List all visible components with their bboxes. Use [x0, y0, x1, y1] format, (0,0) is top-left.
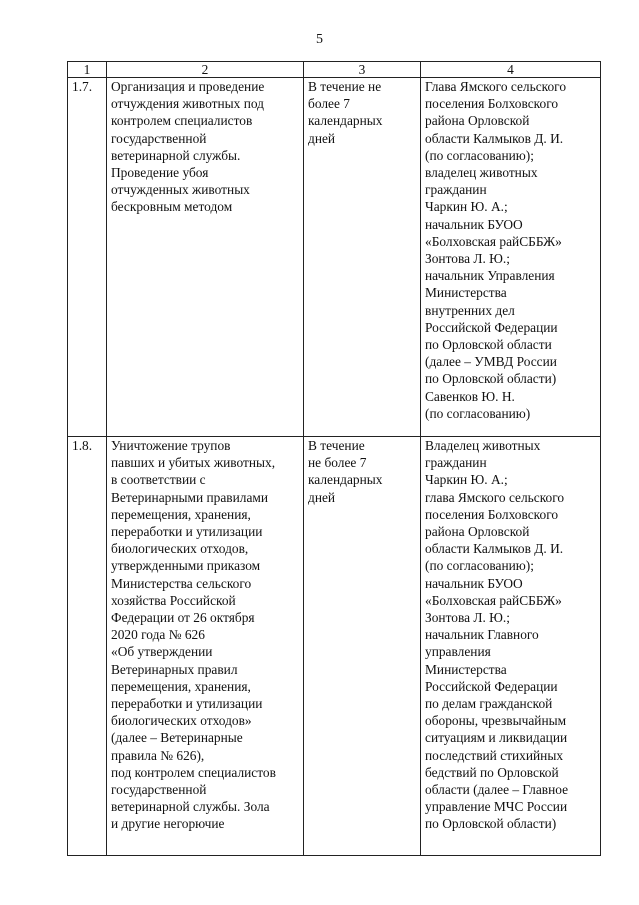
text-line: управление МЧС России — [425, 799, 568, 815]
text-line: внутренних дел — [425, 302, 515, 318]
text-line: Ветеринарными правилами — [111, 489, 269, 505]
text-line: В течение не — [308, 79, 382, 94]
text-line: глава Ямского сельского — [425, 489, 565, 505]
cell-lines — [308, 78, 416, 147]
cell-lines — [308, 437, 416, 506]
text-line: гражданин — [425, 182, 487, 198]
text-line: Чаркин Ю. А.; — [425, 199, 508, 215]
text-line: Проведение убоя — [111, 165, 209, 181]
text-line: бедствий по Орловской — [425, 764, 559, 780]
text-line: в соответствии с — [111, 472, 206, 488]
text-line: владелец животных — [425, 165, 538, 181]
text-line: дней — [308, 130, 336, 146]
cell-lines — [111, 437, 299, 833]
term-cell — [304, 78, 421, 437]
text-line: области (далее – Главное — [425, 782, 569, 798]
action-cell — [107, 437, 304, 856]
text-line: по Орловской области) — [425, 816, 557, 832]
text-line: гражданин — [425, 455, 487, 471]
text-line: государственной — [111, 130, 207, 146]
text-line: (далее – УМВД России — [425, 354, 557, 370]
text-line: бескровным методом — [111, 199, 233, 215]
text-line: переработки и утилизации — [111, 524, 263, 540]
text-line: хозяйства Российской — [111, 592, 236, 608]
row-number: 1.8. — [68, 437, 107, 856]
text-line: Министерства — [425, 285, 507, 301]
text-line: отчужденных животных — [111, 182, 250, 198]
text-line: Чаркин Ю. А.; — [425, 472, 508, 488]
text-line: «Болховская райСББЖ» — [425, 592, 562, 608]
text-line: Российской Федерации — [425, 678, 558, 694]
text-line: Министерства сельского — [111, 575, 252, 591]
text-line: Российской Федерации — [425, 319, 558, 335]
text-line: Федерации от 26 октября — [111, 610, 255, 626]
cell-lines — [425, 437, 596, 833]
text-line: дней — [308, 489, 336, 505]
text-line: перемещения, хранения, — [111, 506, 251, 522]
text-line: области Калмыков Д. И. — [425, 130, 564, 146]
text-line: биологических отходов» — [111, 713, 252, 729]
text-line: поселения Болховского — [425, 96, 559, 112]
text-line: Ветеринарных правил — [111, 661, 238, 677]
text-line: Министерства — [425, 661, 507, 677]
text-line: не более 7 — [308, 455, 367, 471]
cell-lines — [425, 78, 596, 422]
text-line: и другие негорючие — [111, 816, 225, 832]
row-number: 1.7. — [68, 78, 107, 437]
cell-lines — [111, 78, 299, 216]
text-line: перемещения, хранения, — [111, 678, 251, 694]
text-line: области Калмыков Д. И. — [425, 541, 564, 557]
text-line: павших и убитых животных, — [111, 455, 276, 471]
text-line: по Орловской области — [425, 337, 552, 353]
text-line: обороны, чрезвычайным — [425, 713, 567, 729]
text-line: Уничтожение трупов — [111, 438, 231, 453]
text-line: государственной — [111, 782, 207, 798]
term-cell — [304, 437, 421, 856]
text-line: более 7 — [308, 96, 350, 112]
action-cell — [107, 78, 304, 437]
text-line: начальник БУОО — [425, 575, 523, 591]
text-line: Зонтова Л. Ю.; — [425, 610, 510, 626]
text-line: района Орловской — [425, 524, 530, 540]
text-line: по Орловской области) — [425, 371, 557, 387]
table-header-row — [68, 62, 601, 78]
text-line: «Об утверждении — [111, 644, 213, 660]
text-line: под контролем специалистов — [111, 764, 276, 780]
text-line: (по согласованию); — [425, 147, 534, 163]
text-line: контролем специалистов — [111, 113, 253, 129]
text-line: утвержденными приказом — [111, 558, 261, 574]
text-line: района Орловской — [425, 113, 530, 129]
text-line: «Болховская райСББЖ» — [425, 233, 562, 249]
page-number: 5 — [316, 32, 323, 47]
text-line: календарных — [308, 113, 383, 129]
text-line: отчуждения животных под — [111, 96, 264, 112]
text-line: ветеринарной службы. — [111, 147, 241, 163]
text-line: 2020 года № 626 — [111, 627, 205, 643]
column-header-2: 2 — [107, 62, 304, 78]
text-line: Организация и проведение — [111, 79, 265, 94]
column-header-3: 3 — [304, 62, 421, 78]
text-line: календарных — [308, 472, 383, 488]
column-header-1: 1 — [68, 62, 107, 78]
text-line: ветеринарной службы. Зола — [111, 799, 270, 815]
text-line: правила № 626), — [111, 747, 205, 763]
text-line: переработки и утилизации — [111, 696, 263, 712]
text-line: управления — [425, 644, 491, 660]
text-line: (по согласованию) — [425, 405, 531, 421]
text-line: Владелец животных — [425, 438, 541, 453]
responsible-cell — [421, 437, 601, 856]
text-line: (по согласованию); — [425, 558, 534, 574]
text-line: последствий стихийных — [425, 747, 564, 763]
text-line: (далее – Ветеринарные — [111, 730, 243, 746]
text-line: начальник БУОО — [425, 216, 523, 232]
table-row — [68, 78, 601, 437]
text-line: начальник Главного — [425, 627, 539, 643]
text-line: по делам гражданской — [425, 696, 553, 712]
text-line: ситуациям и ликвидации — [425, 730, 568, 746]
measures-table — [67, 61, 601, 856]
responsible-cell — [421, 78, 601, 437]
text-line: Савенков Ю. Н. — [425, 388, 515, 404]
text-line: Зонтова Л. Ю.; — [425, 251, 510, 267]
table-row — [68, 437, 601, 856]
text-line: Глава Ямского сельского — [425, 79, 567, 94]
text-line: начальник Управления — [425, 268, 555, 284]
column-header-4: 4 — [421, 62, 601, 78]
text-line: В течение — [308, 438, 365, 453]
text-line: поселения Болховского — [425, 506, 559, 522]
text-line: биологических отходов, — [111, 541, 249, 557]
